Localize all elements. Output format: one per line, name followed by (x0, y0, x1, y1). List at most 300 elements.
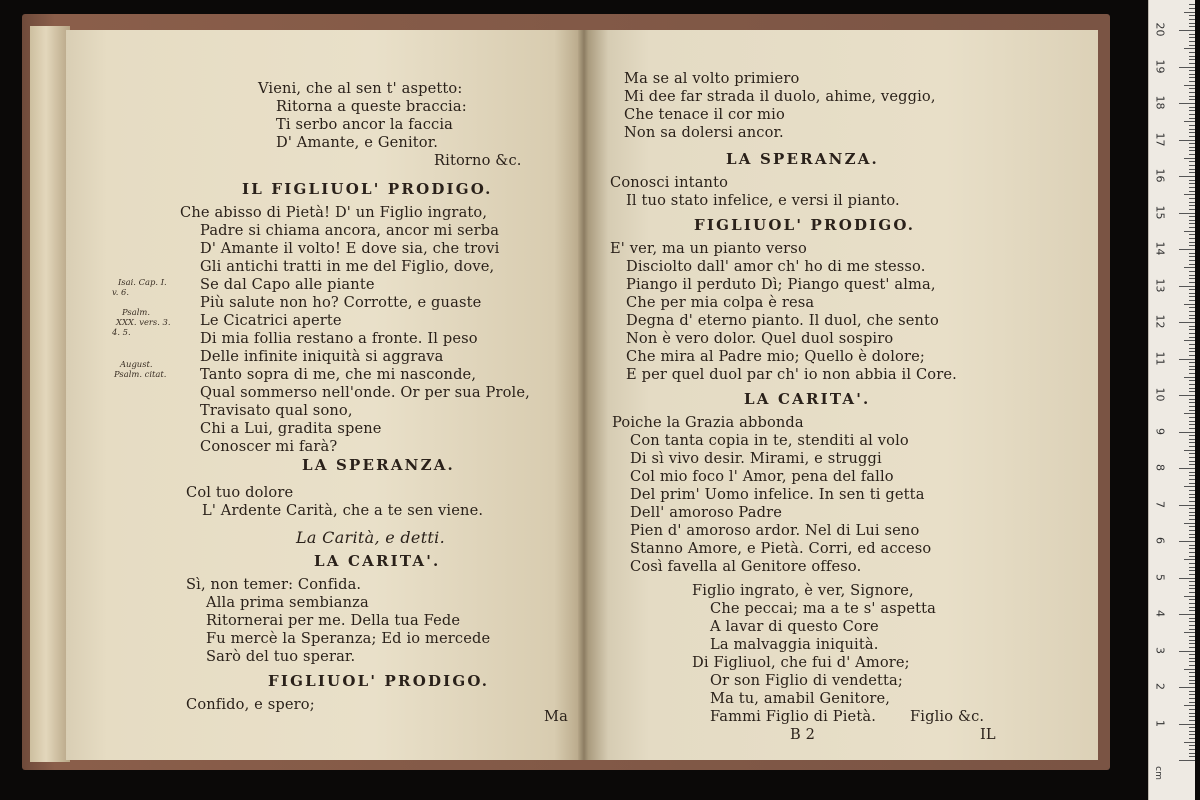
ruler-tick (1189, 183, 1195, 184)
ruler-tick (1179, 578, 1195, 579)
ruler-tick (1189, 191, 1195, 192)
ruler-tick (1189, 8, 1195, 9)
ruler-number: 14 (1153, 241, 1167, 256)
ruler-number: 11 (1153, 351, 1167, 365)
speaker-heading: LA CARITA'. (314, 552, 441, 570)
ruler-tick (1189, 92, 1195, 93)
ruler-tick (1189, 461, 1195, 462)
ruler-tick (1189, 406, 1195, 407)
ruler-tick (1189, 640, 1195, 641)
ruler-tick (1189, 691, 1195, 692)
speaker-heading: LA SPERANZA. (302, 456, 455, 474)
text-line: Se dal Capo alle piante (200, 276, 375, 293)
ruler-tick (1189, 716, 1195, 717)
ruler-number: 1 (1153, 719, 1167, 727)
ruler-number: 20 (1153, 22, 1167, 37)
ruler-tick (1189, 599, 1195, 600)
ruler-tick (1189, 391, 1195, 392)
ruler-tick (1184, 48, 1195, 49)
ruler-tick (1189, 588, 1195, 589)
text-line: Le Cicatrici aperte (200, 312, 342, 329)
text-line: Di mia follia restano a fronte. Il peso (200, 330, 478, 347)
ruler-tick (1189, 439, 1195, 440)
ruler-tick (1189, 435, 1195, 436)
aria-line: A lavar di questo Core (710, 618, 879, 635)
text-line: Sì, non temer: Confida. (186, 576, 362, 593)
text-line: Delle infinite iniquità si aggrava (200, 348, 444, 365)
margin-note: 4. 5. (112, 327, 131, 337)
ruler-tick (1189, 384, 1195, 385)
ruler-tick (1189, 567, 1195, 568)
ruler-tick (1189, 260, 1195, 261)
text-line: Conosci intanto (610, 174, 729, 191)
margin-note: August. (120, 359, 153, 369)
text-line: Non sa dolersi ancor. (624, 124, 784, 141)
ruler-tick (1179, 213, 1195, 214)
margin-note: XXX. vers. 3. (116, 317, 171, 327)
ruler-tick (1184, 632, 1195, 633)
ruler-tick (1189, 512, 1195, 513)
ruler-tick (1189, 421, 1195, 422)
ruler-tick (1184, 413, 1195, 414)
ruler-tick (1179, 176, 1195, 177)
ruler-tick (1189, 545, 1195, 546)
text-line: Ritorno &c. (434, 152, 522, 169)
ruler-tick (1189, 59, 1195, 60)
ruler-tick (1189, 676, 1195, 677)
ruler-tick (1189, 483, 1195, 484)
ruler-tick (1189, 698, 1195, 699)
text-line: Ritornerai per me. Della tua Fede (206, 612, 461, 629)
ruler-tick (1189, 23, 1195, 24)
text-line: Ritorna a queste braccia: (276, 98, 467, 115)
ruler-tick (1189, 530, 1195, 531)
ruler-tick (1179, 760, 1195, 761)
ruler-tick (1184, 267, 1195, 268)
ruler-tick (1189, 315, 1195, 316)
text-line: Tanto sopra di me, che mi nasconde, (200, 366, 477, 383)
speaker-heading: FIGLIUOL' PRODIGO. (268, 672, 490, 690)
ruler-tick (1189, 636, 1195, 637)
ruler-tick (1189, 15, 1195, 16)
ruler-tick (1189, 753, 1195, 754)
ruler-tick (1189, 501, 1195, 502)
ruler-tick (1189, 227, 1195, 228)
ruler-tick (1189, 77, 1195, 78)
ruler-tick (1189, 45, 1195, 46)
text-line: Confido, e spero; (186, 696, 315, 713)
signature-mark: B 2 (790, 726, 816, 743)
ruler-tick (1189, 56, 1195, 57)
ruler-number: 2 (1153, 683, 1167, 690)
ruler-tick (1179, 30, 1195, 31)
ruler-tick (1179, 505, 1195, 506)
ruler-tick (1189, 417, 1195, 418)
text-line: Sarò del tuo sperar. (206, 648, 356, 665)
ruler-tick (1189, 661, 1195, 662)
aria-line: Di Figliuol, che fui d' Amore; (692, 654, 910, 671)
ruler-tick (1189, 202, 1195, 203)
ruler-tick (1189, 369, 1195, 370)
ruler-tick (1189, 4, 1195, 5)
ruler-tick (1189, 198, 1195, 199)
text-line: Chi a Lui, gradita spene (200, 420, 382, 437)
ruler-tick (1189, 52, 1195, 53)
ruler-tick (1189, 388, 1195, 389)
ruler-tick (1189, 169, 1195, 170)
ruler-tick (1189, 118, 1195, 119)
ruler-tick (1179, 541, 1195, 542)
ruler-tick (1189, 129, 1195, 130)
text-line: Che mira al Padre mio; Quello è dolore; (626, 348, 925, 365)
ruler-tick (1189, 329, 1195, 330)
ruler-tick (1189, 702, 1195, 703)
ruler-number: 3 (1153, 646, 1167, 654)
ruler-tick (1189, 344, 1195, 345)
text-line: E per quel duol par ch' io non abbia il Core. (626, 366, 957, 383)
ruler-tick (1189, 26, 1195, 27)
page-edges (30, 26, 70, 762)
text-line: Piango il perduto Dì; Piango quest' alma, (626, 276, 936, 293)
ruler-tick (1179, 468, 1195, 469)
ruler-number: 17 (1153, 132, 1167, 146)
ruler-tick (1189, 293, 1195, 294)
ruler-tick (1189, 355, 1195, 356)
ruler-tick (1189, 289, 1195, 290)
ruler-tick (1179, 651, 1195, 652)
text-line: Dell' amoroso Padre (630, 504, 782, 521)
ruler-tick (1189, 727, 1195, 728)
text-line: Col mio foco l' Amor, pena del fallo (630, 468, 894, 485)
ruler-tick (1184, 742, 1195, 743)
ruler-tick (1184, 596, 1195, 597)
text-line: Non è vero dolor. Quel duol sospiro (626, 330, 894, 347)
ruler-tick (1189, 253, 1195, 254)
text-line: Travisato qual sono, (200, 402, 353, 419)
ruler-tick (1189, 238, 1195, 239)
ruler-tick (1189, 245, 1195, 246)
ruler-number: 6 (1153, 537, 1167, 544)
ruler-tick (1189, 256, 1195, 257)
ruler-tick (1189, 526, 1195, 527)
ruler-tick (1179, 432, 1195, 433)
ruler-tick (1189, 570, 1195, 571)
ruler-tick (1189, 585, 1195, 586)
text-line: Pien d' amoroso ardor. Nel di Lui seno (630, 522, 920, 539)
text-line: Stanno Amore, e Pietà. Corri, ed acceso (630, 540, 932, 557)
speaker-heading: LA SPERANZA. (726, 150, 879, 168)
ruler-tick (1189, 410, 1195, 411)
ruler-tick (1189, 738, 1195, 739)
ruler-tick (1189, 150, 1195, 151)
ruler-tick (1189, 107, 1195, 108)
ruler-tick (1189, 494, 1195, 495)
ruler-tick (1189, 756, 1195, 757)
catchword: Ma (544, 708, 568, 725)
ruler-tick (1189, 271, 1195, 272)
ruler-tick (1179, 67, 1195, 68)
margin-note: Isai. Cap. I. (118, 277, 167, 287)
ruler-tick (1189, 278, 1195, 279)
ruler-tick (1189, 114, 1195, 115)
ruler-tick (1184, 12, 1195, 13)
speaker-heading: IL FIGLIUOL' PRODIGO. (242, 180, 493, 198)
text-line: Il tuo stato infelice, e versi il pianto. (626, 192, 900, 209)
ruler-tick (1189, 351, 1195, 352)
ruler-tick (1189, 745, 1195, 746)
ruler-tick (1189, 19, 1195, 20)
ruler-tick (1189, 348, 1195, 349)
ruler-tick (1189, 607, 1195, 608)
ruler-tick (1184, 377, 1195, 378)
ruler-tick (1189, 216, 1195, 217)
right-page (588, 30, 1098, 760)
ruler-tick (1189, 88, 1195, 89)
ruler-number: 7 (1153, 500, 1167, 508)
ruler-tick (1189, 37, 1195, 38)
ruler-tick (1189, 625, 1195, 626)
ruler-tick (1184, 450, 1195, 451)
ruler-tick (1189, 81, 1195, 82)
ruler-tick (1189, 187, 1195, 188)
text-line: Mi dee far strada il duolo, ahime, veggio, (624, 88, 936, 105)
aria-line: La malvaggia iniquità. (710, 636, 879, 653)
ruler-number: 9 (1153, 427, 1167, 435)
ruler-tick (1189, 333, 1195, 334)
ruler-tick (1189, 165, 1195, 166)
text-line: Più salute non ho? Corrotte, e guaste (200, 294, 482, 311)
ruler-tick (1189, 125, 1195, 126)
text-line: Che tenace il cor mio (624, 106, 785, 123)
ruler-tick (1189, 209, 1195, 210)
text-line: Con tanta copia in te, stenditi al volo (630, 432, 909, 449)
ruler-tick (1189, 672, 1195, 673)
ruler-tick (1184, 559, 1195, 560)
ruler-tick (1189, 618, 1195, 619)
ruler-tick (1189, 621, 1195, 622)
ruler-tick (1189, 519, 1195, 520)
left-page (66, 30, 580, 760)
ruler-tick (1179, 322, 1195, 323)
ruler-tick (1189, 300, 1195, 301)
ruler-tick (1189, 629, 1195, 630)
catchword: IL (980, 726, 996, 743)
ruler-tick (1184, 121, 1195, 122)
text-line: Ma se al volto primiero (624, 70, 800, 87)
text-line: Disciolto dall' amor ch' ho di me stesso. (626, 258, 926, 275)
ruler-tick (1189, 296, 1195, 297)
ruler-tick (1189, 658, 1195, 659)
ruler-tick (1189, 180, 1195, 181)
ruler-tick (1189, 734, 1195, 735)
ruler-number: 15 (1153, 205, 1167, 219)
ruler-tick (1189, 205, 1195, 206)
ruler-tick (1189, 464, 1195, 465)
ruler-tick (1184, 486, 1195, 487)
ruler-tick (1189, 132, 1195, 133)
ruler-tick (1184, 85, 1195, 86)
ruler-number: 19 (1153, 59, 1167, 73)
text-line: Ti serbo ancor la faccia (276, 116, 454, 133)
ruler-number: 4 (1153, 610, 1167, 617)
ruler-tick (1184, 231, 1195, 232)
ruler-tick (1189, 428, 1195, 429)
ruler-tick (1179, 724, 1195, 725)
ruler-tick (1189, 424, 1195, 425)
ruler-tick (1189, 161, 1195, 162)
ruler-tick (1189, 264, 1195, 265)
ruler-tick (1189, 362, 1195, 363)
ruler-tick (1189, 63, 1195, 64)
ruler-tick (1189, 581, 1195, 582)
ruler-tick (1184, 304, 1195, 305)
ruler-tick (1189, 720, 1195, 721)
text-line: D' Amante, e Genitor. (276, 134, 439, 151)
ruler-tick (1184, 705, 1195, 706)
ruler-tick (1179, 286, 1195, 287)
ruler-tick (1189, 96, 1195, 97)
ruler-tick (1189, 713, 1195, 714)
aria-line: Or son Figlio di vendetta; (710, 672, 903, 689)
ruler-tick (1189, 154, 1195, 155)
aria-line: Che peccai; ma a te s' aspetta (710, 600, 936, 617)
text-line: L' Ardente Carità, che a te sen viene. (202, 502, 484, 519)
text-line: Gli antichi tratti in me del Figlio, dove, (200, 258, 495, 275)
text-line: Alla prima sembianza (206, 594, 369, 611)
ruler-tick (1189, 337, 1195, 338)
ruler-number: 18 (1153, 95, 1167, 110)
ruler-number: 5 (1153, 573, 1167, 581)
ruler-tick (1189, 220, 1195, 221)
text-line: Qual sommerso nell'onde. Or per sua Prole, (200, 384, 530, 401)
speaker-heading: LA CARITA'. (744, 390, 871, 408)
ruler-tick (1179, 614, 1195, 615)
ruler-tick (1189, 34, 1195, 35)
text-line: Padre si chiama ancora, ancor mi serba (200, 222, 500, 239)
speaker-heading: FIGLIUOL' PRODIGO. (694, 216, 916, 234)
ruler-number: 8 (1153, 464, 1167, 471)
ruler-tick (1189, 534, 1195, 535)
text-line: Col tuo dolore (186, 484, 294, 501)
ruler-tick (1189, 242, 1195, 243)
text-line: E' ver, ma un pianto verso (610, 240, 807, 257)
ruler-tick (1189, 453, 1195, 454)
ruler-tick (1189, 172, 1195, 173)
text-line: Poiche la Grazia abbonda (612, 414, 804, 431)
text-line: Che abisso di Pietà! D' un Figlio ingrato, (180, 204, 488, 221)
ruler-tick (1189, 373, 1195, 374)
ruler-tick (1179, 395, 1195, 396)
ruler-tick (1189, 275, 1195, 276)
ruler-tick (1179, 359, 1195, 360)
ruler-unit: cm (1152, 766, 1163, 780)
ruler-tick (1189, 380, 1195, 381)
ruler-tick (1189, 399, 1195, 400)
ruler-tick (1189, 749, 1195, 750)
ruler-tick (1189, 665, 1195, 666)
ruler-tick (1184, 669, 1195, 670)
ruler-tick (1189, 694, 1195, 695)
ruler-tick (1189, 574, 1195, 575)
ruler-tick (1189, 223, 1195, 224)
margin-note: v. 6. (112, 287, 130, 297)
ruler-tick (1189, 647, 1195, 648)
ruler-tick (1189, 537, 1195, 538)
ruler-tick (1189, 556, 1195, 557)
aria-repeat: Figlio &c. (910, 708, 985, 725)
margin-note: Psalm. (122, 307, 150, 317)
ruler-number: 10 (1153, 387, 1167, 402)
ruler-tick (1189, 680, 1195, 681)
ruler-tick (1189, 548, 1195, 549)
ruler-tick (1189, 490, 1195, 491)
scene-direction: La Carità, e detti. (296, 528, 445, 547)
text-line: D' Amante il volto! E dove sia, che trovi (200, 240, 500, 257)
ruler-tick (1189, 41, 1195, 42)
ruler-number: 16 (1153, 168, 1167, 183)
text-line: Fu mercè la Speranza; Ed io mercede (206, 630, 491, 647)
ruler-tick (1189, 515, 1195, 516)
ruler-tick (1189, 318, 1195, 319)
ruler-tick (1189, 472, 1195, 473)
ruler-tick (1184, 523, 1195, 524)
ruler-tick (1189, 709, 1195, 710)
ruler-tick (1189, 508, 1195, 509)
aria-line: Figlio ingrato, è ver, Signore, (692, 582, 914, 599)
ruler-tick (1189, 282, 1195, 283)
ruler-tick (1189, 234, 1195, 235)
ruler-tick (1189, 70, 1195, 71)
ruler-tick (1189, 366, 1195, 367)
text-line: Che per mia colpa è resa (626, 294, 815, 311)
ruler-tick (1179, 687, 1195, 688)
ruler-tick (1189, 731, 1195, 732)
ruler-tick (1184, 194, 1195, 195)
ruler-tick (1189, 110, 1195, 111)
text-line: Vieni, che al sen t' aspetto: (258, 80, 463, 97)
aria-line: Fammi Figlio di Pietà. (710, 708, 876, 725)
ruler-tick (1189, 592, 1195, 593)
ruler-tick (1189, 643, 1195, 644)
text-line: Degna d' eterno pianto. Il duol, che sento (626, 312, 939, 329)
ruler-number: 13 (1153, 278, 1167, 292)
ruler-tick (1189, 475, 1195, 476)
text-line: Conoscer mi farà? (200, 438, 338, 455)
ruler-tick (1189, 402, 1195, 403)
ruler-tick (1189, 446, 1195, 447)
aria-line: Ma tu, amabil Genitore, (710, 690, 891, 707)
ruler-tick (1179, 140, 1195, 141)
ruler-tick (1189, 136, 1195, 137)
ruler-tick (1189, 610, 1195, 611)
text-line: Così favella al Genitore offeso. (630, 558, 862, 575)
ruler-tick (1179, 103, 1195, 104)
ruler-tick (1189, 99, 1195, 100)
ruler-tick (1189, 563, 1195, 564)
margin-note: Psalm. citat. (114, 369, 167, 379)
ruler-tick (1189, 311, 1195, 312)
ruler-tick (1189, 479, 1195, 480)
ruler-tick (1189, 654, 1195, 655)
ruler-tick (1189, 497, 1195, 498)
ruler-tick (1179, 249, 1195, 250)
ruler-tick (1189, 457, 1195, 458)
ruler-tick (1189, 603, 1195, 604)
ruler-tick (1189, 326, 1195, 327)
ruler-tick (1189, 442, 1195, 443)
ruler-tick (1189, 147, 1195, 148)
measuring-ruler (1148, 0, 1195, 800)
